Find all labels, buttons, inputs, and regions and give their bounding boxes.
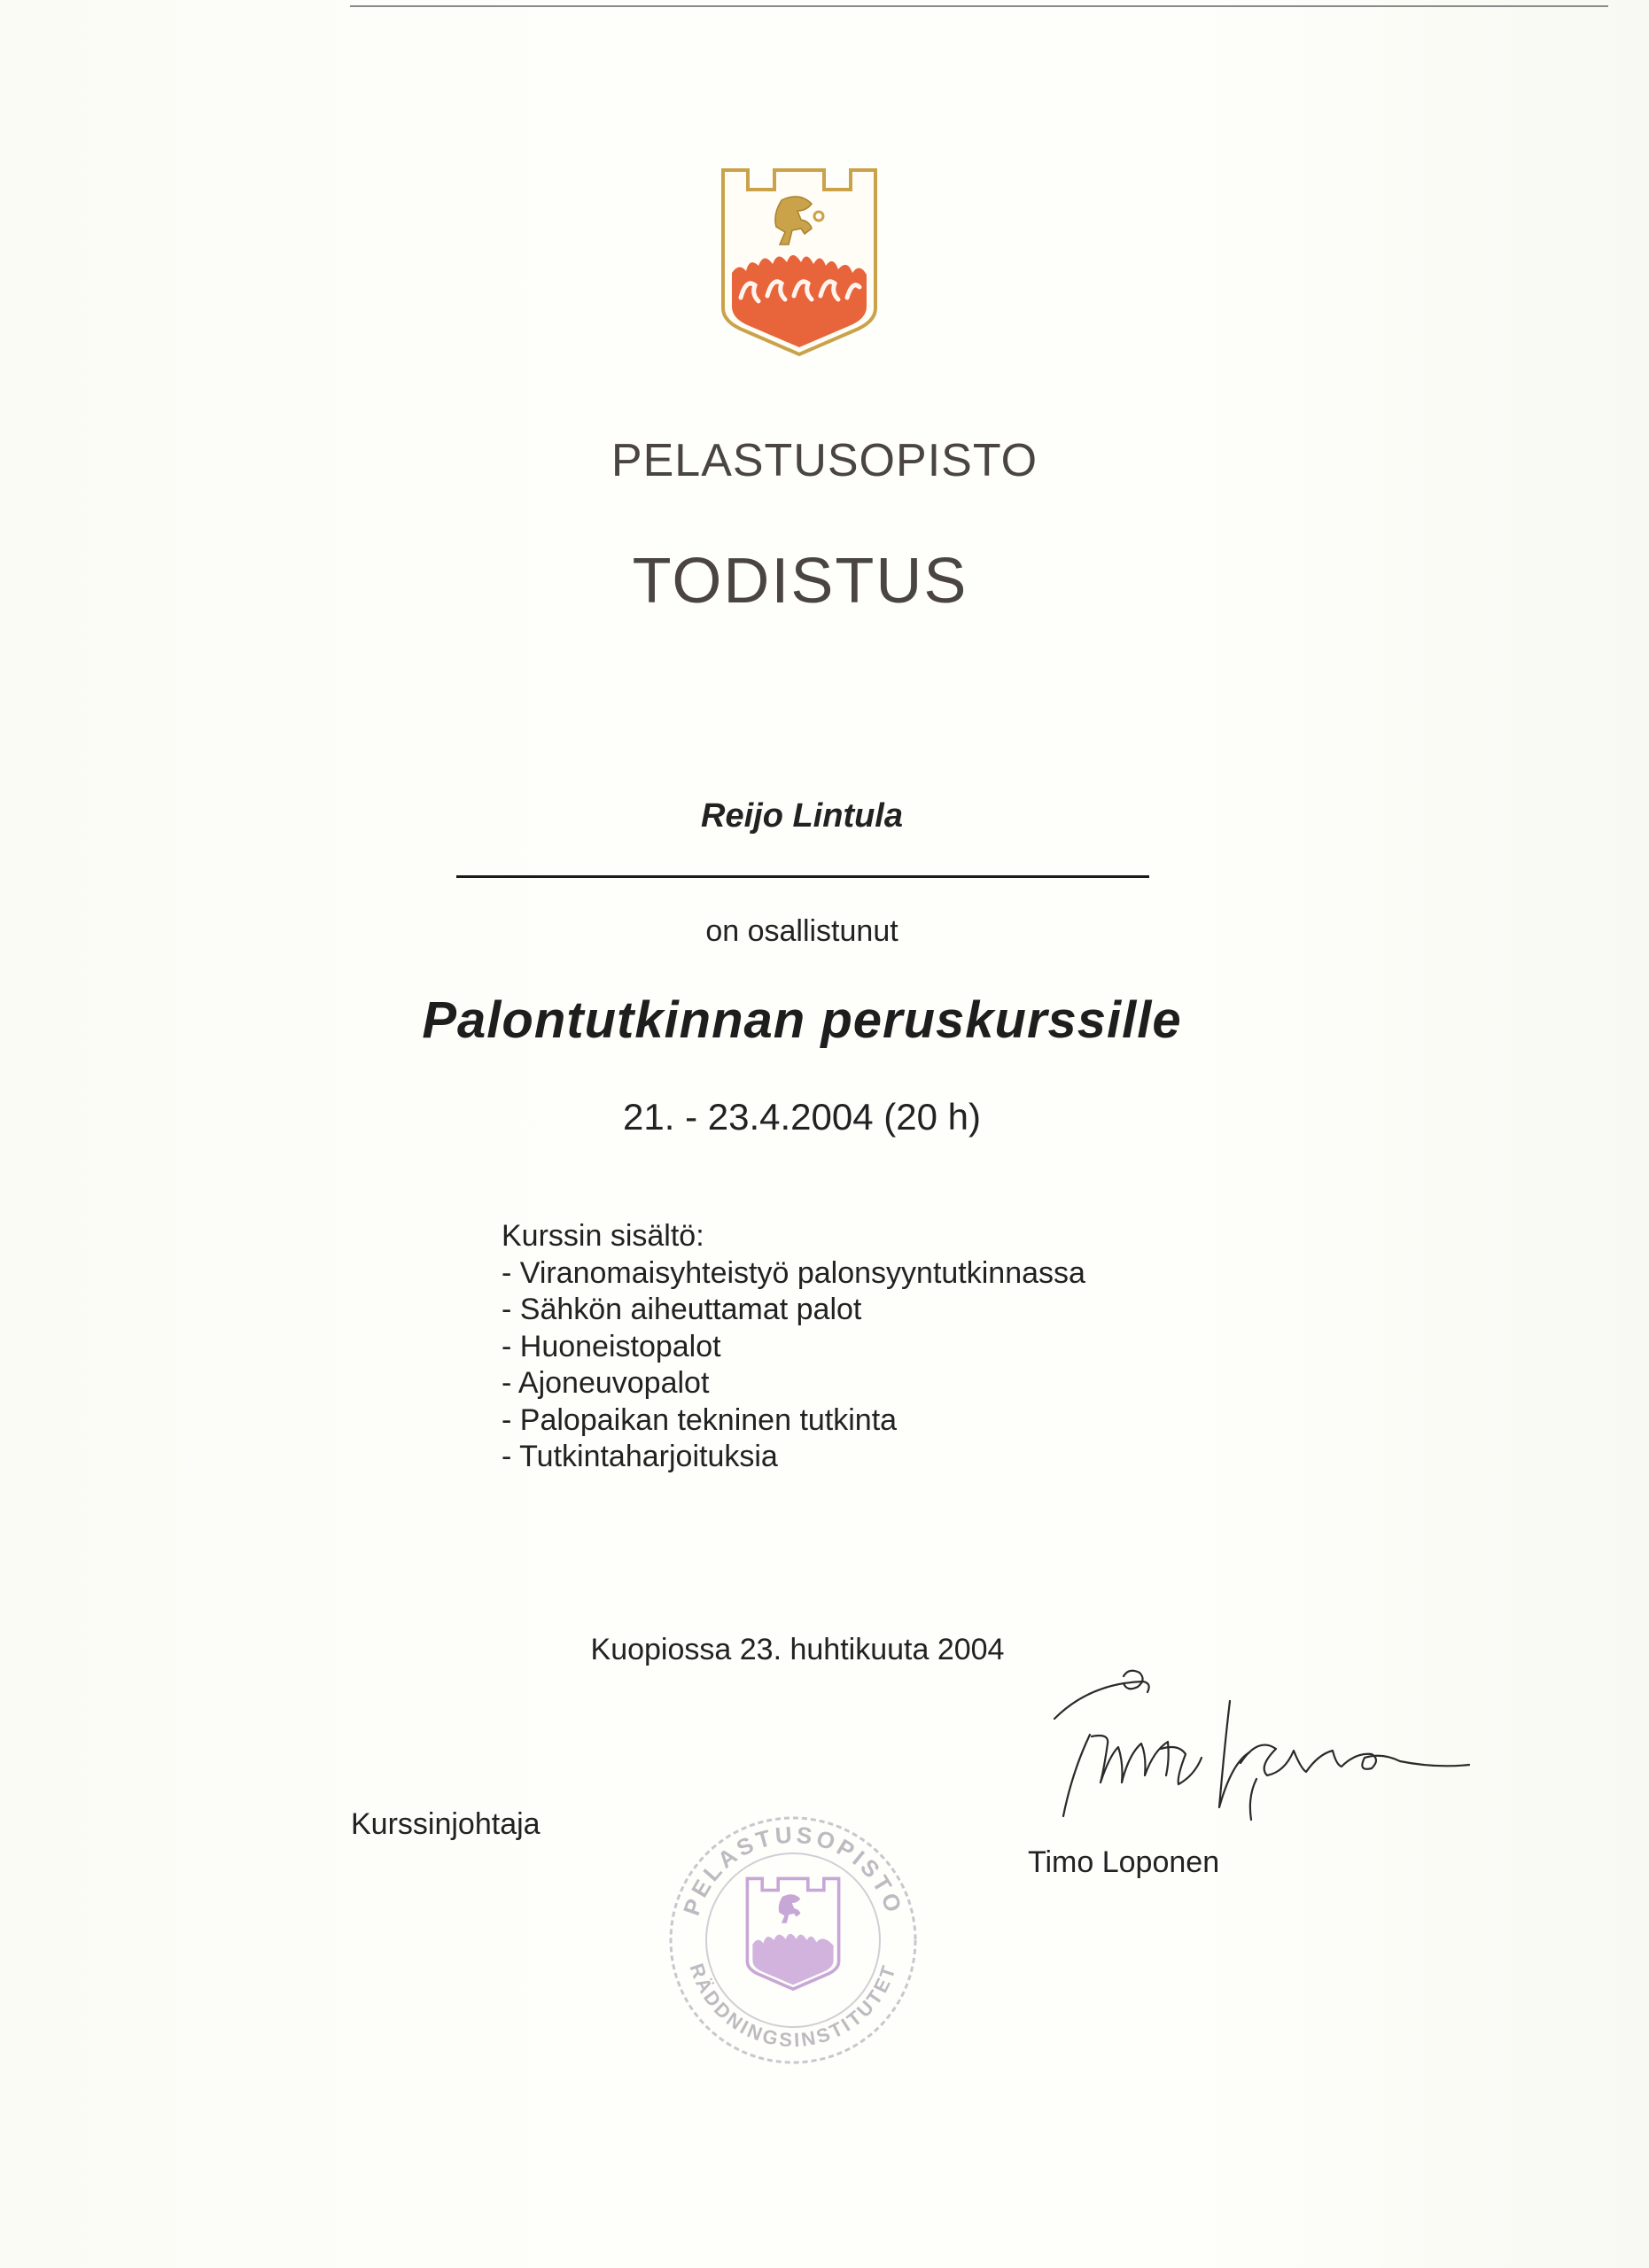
svg-text:PELASTUSOPISTO: PELASTUSOPISTO (677, 1821, 909, 1919)
course-contents (502, 1218, 1299, 1476)
list-item: - Huoneistopalot (502, 1329, 721, 1363)
list-item: - Tutkintaharjoituksia (502, 1440, 778, 1473)
recipient-name: Reijo Lintula (701, 797, 903, 835)
signer-name: Timo Loponen (1028, 1845, 1220, 1879)
document-title: TODISTUS (632, 546, 968, 617)
course-director-label: Kurssinjohtaja (351, 1807, 541, 1841)
list-item: - Palopaikan tekninen tutkinta (502, 1402, 898, 1437)
recipient-underline (456, 875, 1149, 878)
participation-statement: on osallistunut (705, 914, 898, 948)
signature-image (1019, 1666, 1480, 1834)
list-item: - Sähkön aiheuttamat palot (502, 1293, 862, 1326)
list-item: - Viranomaisyhteistyö palonsyyntutkinnassa (502, 1255, 1085, 1290)
course-name: Palontutkinnan peruskurssille (422, 991, 1182, 1049)
institution-name: PELASTUSOPISTO (611, 435, 1038, 486)
top-edge-rule (350, 5, 1608, 7)
list-item: - Ajoneuvopalot (502, 1366, 710, 1400)
official-stamp-seal (660, 1807, 926, 2073)
svg-text:RÄDDNINGSINSTITUTET: RÄDDNINGSINSTITUTET (685, 1961, 901, 2052)
place-and-date: Kuopiossa 23. huhtikuuta 2004 (590, 1633, 1005, 1666)
fire-brigade-crest-icon (719, 167, 879, 361)
course-dates: 21. - 23.4.2004 (20 h) (623, 1096, 981, 1138)
course-contents-list (502, 1255, 1299, 1476)
course-contents-heading: Kurssin sisältö: (502, 1219, 704, 1253)
